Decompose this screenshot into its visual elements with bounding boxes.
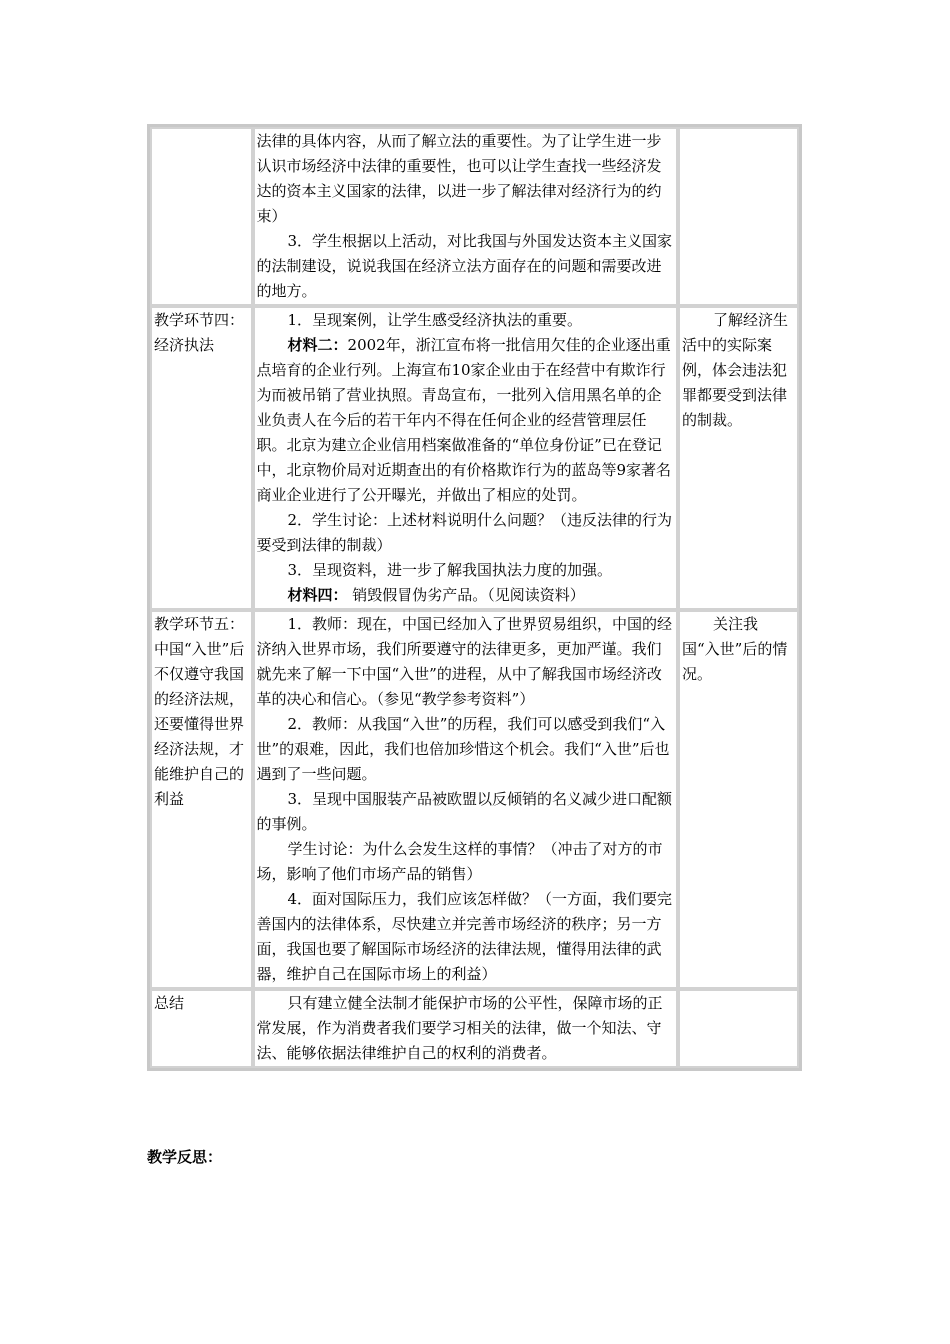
content-cell — [253, 127, 678, 306]
content-paragraph — [257, 887, 674, 987]
paragraph-text: 法律的具体内容，从而了解立法的重要性。为了让学生进一步认识市场经济中法律的重要性，也可以让学生查找一些经济发达的资本主义国家的法律，以进一步了解法律对经济行为的约束） — [256, 132, 662, 225]
content-cell — [253, 306, 678, 610]
content-paragraph — [257, 229, 674, 304]
paragraph-text: 4．面对国际压力，我们应该怎样做？（一方面，我们要完善国内的法律体系，尽快建立并完善市场经济的秩序；另一方面，我国也要了解国际市场经济的法律法规，懂得用法律的武器，维护自己在国际市场上的利益） — [256, 890, 673, 983]
paragraph-text: 2．教师：从我国“入世”的历程，我们可以感受到我们“入世”的艰难，因此，我们也倍加珍惜这个机会。我们“入世”后也遇到了一些问题。 — [256, 715, 670, 783]
paragraph-text: 学生讨论：为什么会发生这样的事情？（冲击了对方的市场，影响了他们市场产品的销售） — [256, 840, 663, 883]
paragraph-text: 销毁假冒伪劣产品。（见阅读资料） — [347, 586, 585, 604]
content-paragraph — [257, 129, 674, 229]
paragraph-text: 只有建立健全法制才能保护市场的公平性，保障市场的正常发展，作为消费者我们要学习相关的法律，做一个知法、守法、能够依据法律维护自己的权利的消费者。 — [256, 994, 663, 1062]
section-cell: 总结 — [150, 989, 253, 1068]
content-paragraph — [257, 558, 674, 583]
content-paragraph — [257, 333, 674, 508]
table-row — [150, 127, 799, 306]
paragraph-text: 3．学生根据以上活动，对比我国与外国发达资本主义国家的法制建设，说说我国在经济立法方面存在的问题和需要改进的地方。 — [256, 232, 673, 300]
content-paragraph — [257, 837, 674, 887]
content-cell — [253, 989, 678, 1068]
section-cell: 教学环节四：经济执法 — [150, 306, 253, 610]
goal-cell — [678, 306, 799, 610]
paragraph-text: 2．学生讨论：上述材料说明什么问题？（违反法律的行为要受到法律的制裁） — [256, 511, 673, 554]
section-cell — [150, 127, 253, 306]
table-row — [150, 306, 799, 610]
content-cell — [253, 610, 678, 989]
content-paragraph — [257, 991, 674, 1066]
table-row — [150, 989, 799, 1068]
paragraph-text: 2002年，浙江宣布将一批信用欠佳的企业逐出重点培育的企业行列。上海宣布10家企业由于在经营中有欺诈行为而被吊销了营业执照。青岛宣布，一批列入信用黑名单的企业负责人在今后的若干年内不得在任何企业的经营管理层任职。北京为建立企业信用档案做准备的“单位身份证”已在登记中，北京物价局对近期查出的有价格欺诈行为的蓝岛等9家著名商业企业进行了公开曝光，并做出了相应的处罚。 — [256, 336, 672, 504]
goal-text: 了解经济生活中的实际案例，体会违法犯罪都要受到法律的制裁。 — [682, 311, 789, 429]
goal-cell — [678, 989, 799, 1068]
content-paragraph — [257, 583, 674, 608]
material-label: 材料二： — [287, 336, 348, 354]
teaching-reflection-heading: 教学反思： — [147, 1148, 223, 1166]
table-row — [150, 610, 799, 989]
goal-cell — [678, 127, 799, 306]
content-paragraph — [257, 712, 674, 787]
lesson-plan-table — [147, 124, 802, 1071]
paragraph-text: 3．呈现资料，进一步了解我国执法力度的加强。 — [287, 561, 613, 579]
content-paragraph — [257, 612, 674, 712]
section-cell: 教学环节五：中国“入世”后不仅遵守我国的经济法规，还要懂得世界经济法规，才能维护自己的利益 — [150, 610, 253, 989]
paragraph-text: 1．呈现案例，让学生感受经济执法的重要。 — [287, 311, 583, 329]
goal-text: 关注我国“入世”后的情况。 — [682, 615, 788, 683]
material-label: 材料四： — [287, 586, 348, 604]
content-paragraph — [257, 508, 674, 558]
paragraph-text: 3．呈现中国服装产品被欧盟以反倾销的名义减少进口配额的事例。 — [256, 790, 673, 833]
goal-cell — [678, 610, 799, 989]
content-paragraph — [257, 787, 674, 837]
content-paragraph — [257, 308, 674, 333]
paragraph-text: 1．教师：现在，中国已经加入了世界贸易组织，中国的经济纳入世界市场，我们所要遵守的法律更多，更加严谨。我们就先来了解一下中国“入世”的进程，从中了解我国市场经济改革的决心和信心。（参见“教学参考资料”） — [256, 615, 673, 708]
